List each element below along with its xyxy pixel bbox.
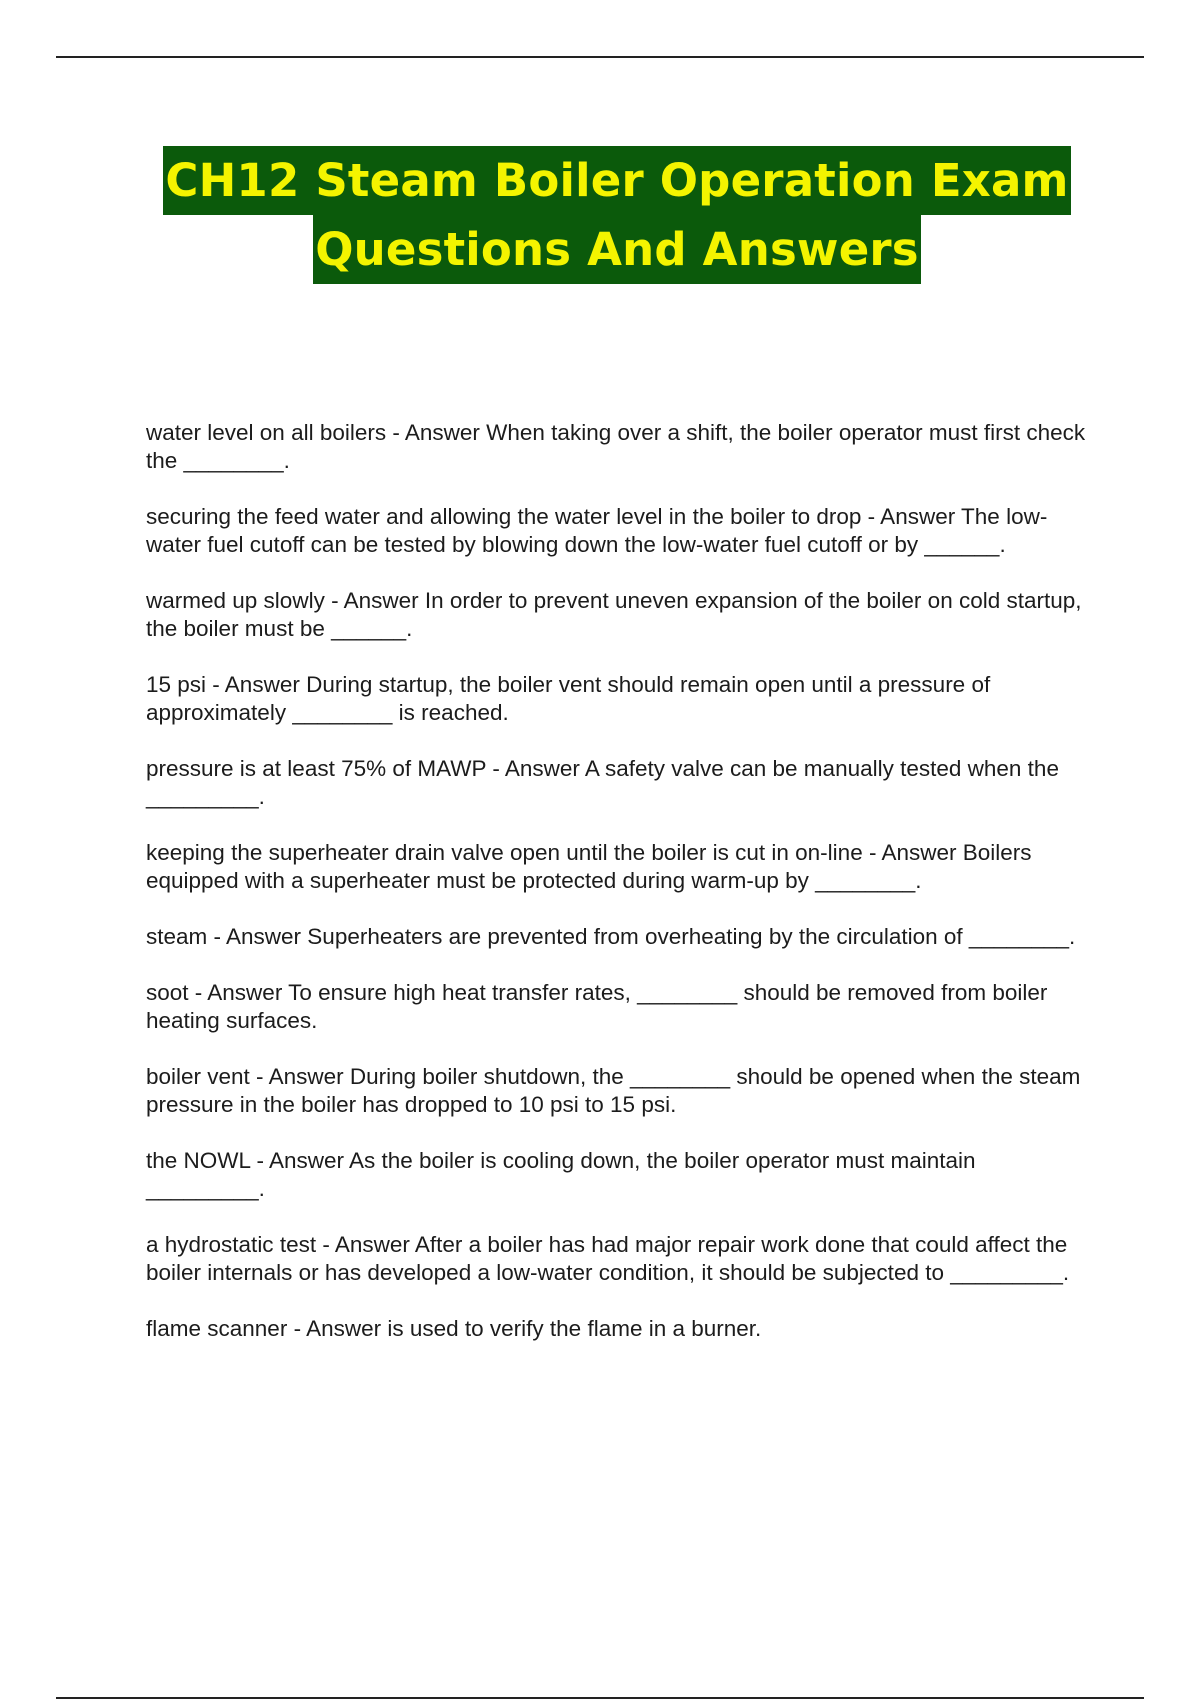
document-title bbox=[146, 146, 1088, 284]
title-line-1: CH12 Steam Boiler Operation Exam bbox=[163, 146, 1070, 215]
qa-item: boiler vent - Answer During boiler shutdown, the ________ should be opened when the steam pressure in the boiler has dropped to 10 psi to 15 psi. bbox=[146, 1064, 1081, 1117]
qa-item: the NOWL - Answer As the boiler is cooling down, the boiler operator must maintain _________. bbox=[146, 1148, 976, 1201]
qa-item: soot - Answer To ensure high heat transfer rates, ________ should be removed from boiler heating surfaces. bbox=[146, 980, 1048, 1033]
qa-item: 15 psi - Answer During startup, the boiler vent should remain open until a pressure of approximately ________ is reached. bbox=[146, 672, 991, 725]
qa-item: pressure is at least 75% of MAWP - Answer A safety valve can be manually tested when the _________. bbox=[146, 756, 1059, 809]
qa-item: steam - Answer Superheaters are prevented from overheating by the circulation of ________. bbox=[146, 924, 1076, 949]
header-rule bbox=[56, 56, 1144, 58]
title-line-2: Questions And Answers bbox=[313, 215, 921, 284]
qa-item: flame scanner - Answer is used to verify the flame in a burner. bbox=[146, 1316, 762, 1341]
qa-list bbox=[146, 419, 1092, 1371]
qa-item: securing the feed water and allowing the water level in the boiler to drop - Answer The low-water fuel cutoff can be tested by blowing down the low-water fuel cutoff or by ______. bbox=[146, 504, 1048, 557]
qa-item: warmed up slowly - Answer In order to prevent uneven expansion of the boiler on cold startup, the boiler must be ______. bbox=[146, 588, 1082, 641]
qa-item: water level on all boilers - Answer When taking over a shift, the boiler operator must first check the ________. bbox=[146, 420, 1086, 473]
footer-rule bbox=[56, 1697, 1144, 1699]
qa-item: keeping the superheater drain valve open until the boiler is cut in on-line - Answer Boilers equipped with a superheater must be protected during warm-up by ________. bbox=[146, 840, 1032, 893]
qa-item: a hydrostatic test - Answer After a boiler has had major repair work done that could affect the boiler internals or has developed a low-water condition, it should be subjected to _________. bbox=[146, 1232, 1070, 1285]
